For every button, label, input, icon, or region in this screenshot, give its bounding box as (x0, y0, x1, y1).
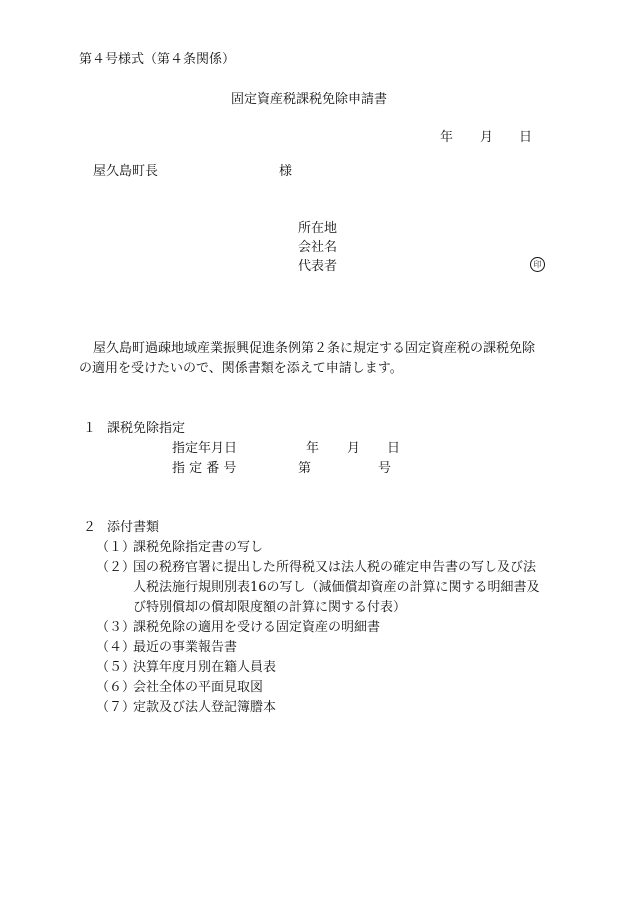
attachment-7-no: （７） (96, 700, 136, 715)
date-day: 日 (519, 130, 533, 145)
designation-number-suffix: 号 (378, 461, 392, 476)
attachment-5-text: 決算年度月別在籍人員表 (133, 660, 277, 675)
representative-label: 代表者 (298, 259, 338, 274)
attachment-5-no: （５） (96, 660, 136, 675)
designation-number-label: 指 定 番 号 (172, 461, 237, 476)
attachment-2-no: （２） (96, 560, 136, 575)
attachment-6-text: 会社全体の平面見取図 (133, 680, 264, 695)
attachment-4-no: （４） (96, 640, 136, 655)
address-label: 所在地 (298, 221, 338, 236)
document-title: 固定資産税課税免除申請書 (231, 92, 388, 107)
body-line-1: 屋久島町過疎地域産業振興促進条例第２条に規定する固定資産税の課税免除 (93, 341, 536, 356)
designation-number-prefix: 第 (298, 461, 312, 476)
section-2-heading: 添付書類 (107, 520, 160, 535)
section-1-heading: 課税免除指定 (107, 421, 186, 436)
date-month: 月 (480, 130, 494, 145)
attachment-1-no: （１） (96, 540, 136, 555)
attachment-1-text: 課税免除指定書の写し (133, 540, 264, 555)
company-label: 会社名 (298, 240, 338, 255)
attachment-3-text: 課税免除の適用を受ける固定資産の明細書 (133, 620, 381, 635)
section-1-number: １ (83, 421, 97, 436)
date-year: 年 (440, 130, 454, 145)
addressee-name: 屋久島町長 (93, 164, 159, 179)
attachment-7-text: 定款及び法人登記簿謄本 (133, 700, 277, 715)
attachment-6-no: （６） (96, 680, 136, 695)
seal-mark: 印 (530, 257, 545, 272)
body-line-2: の適用を受けたいので、関係書類を添えて申請します。 (79, 361, 403, 376)
attachment-2-text-1: 国の税務官署に提出した所得税又は法人税の確定申告書の写し及び法 (133, 560, 537, 575)
attachment-2-text-2: 人税法施行規則別表16の写し（減価償却資産の計算に関する明細書及 (133, 580, 540, 595)
designation-month: 月 (347, 441, 361, 456)
designation-day: 日 (387, 441, 401, 456)
section-2-number: ２ (83, 520, 97, 535)
designation-date-label: 指定年月日 (172, 441, 238, 456)
designation-year: 年 (306, 441, 320, 456)
form-number: 第４号様式（第４条関係） (79, 52, 236, 67)
attachment-3-no: （３） (96, 620, 136, 635)
attachment-2-text-3: び特別償却の償却限度額の計算に関する付表） (133, 600, 407, 615)
addressee-honorific: 様 (279, 164, 293, 179)
attachment-4-text: 最近の事業報告書 (133, 640, 238, 655)
